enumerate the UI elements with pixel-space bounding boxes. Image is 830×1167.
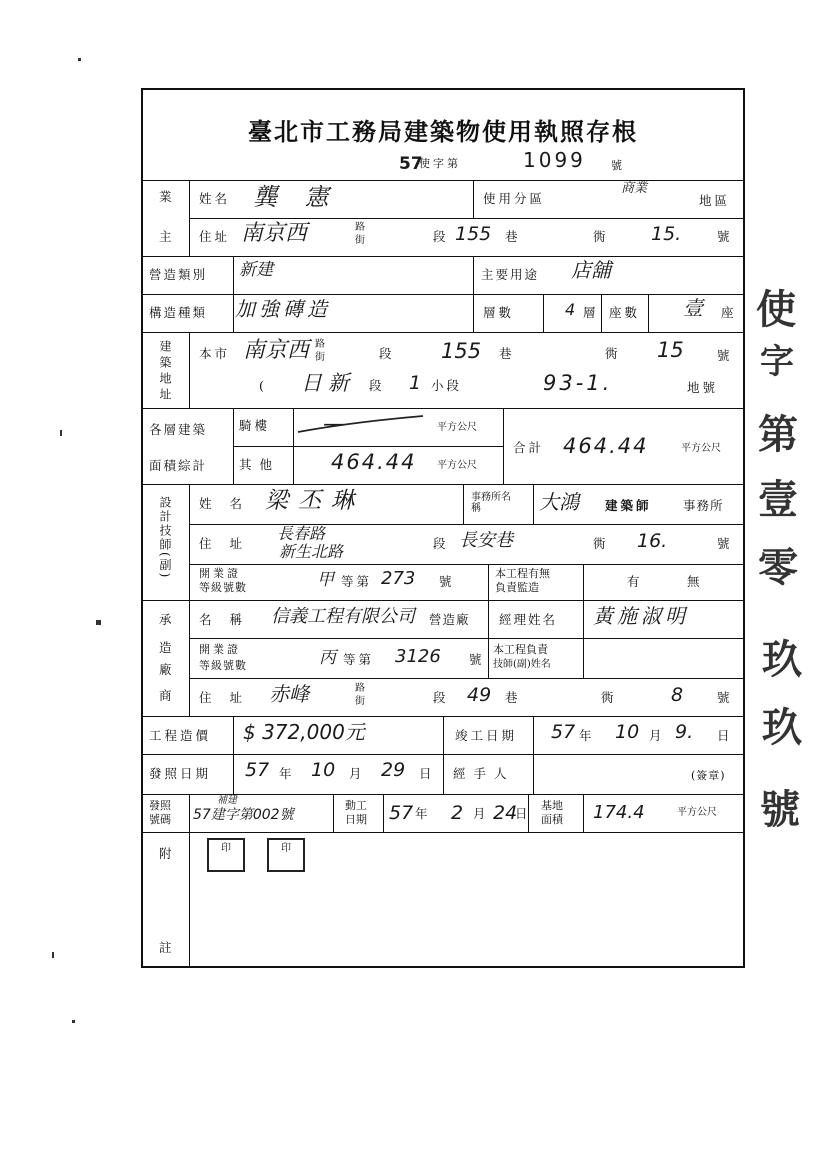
cost-label: 工程造價 [149,728,212,743]
contractor-license-suffix: 號 [469,652,485,667]
bleed-through-4: 壹 [758,477,798,523]
zone-label: 使用分區 [483,191,546,206]
contractor-license-no: 3126 [395,646,441,667]
contractor-addr-label: 住址 [199,690,261,705]
area-label-line1: 各層建築 [149,422,208,437]
site-lot: 93-1. [543,371,613,395]
contractor-no: 8 [671,684,684,706]
rule [463,484,464,524]
designer-name-label: 姓名 [199,496,261,511]
designer-license-label2: 等級號數 [199,581,247,594]
rule [233,716,234,754]
owner-group-label-bottom: 主 [159,229,175,244]
other-label: 其他 [239,457,281,472]
rule [143,832,743,833]
issue-month-label: 月 [349,766,365,781]
base-label1: 基地 [541,799,563,812]
area-label-line2: 面積綜計 [149,458,208,473]
scan-speck [52,952,54,958]
buildings-value: 壹 [683,296,703,320]
start-month: 2 [451,802,464,824]
owner-no: 15. [651,223,682,245]
bleed-through-3: 第 [758,412,798,458]
contractor-addr-road: 赤峰 [269,682,309,706]
designer-addr-value1: 長春路 [277,524,326,543]
owner-road-label: 路 [355,222,365,233]
permit-number: 1099 [523,148,586,172]
contractor-alley-label: 衖 [601,690,617,705]
owner-name-value: 龔 憲 [253,183,339,211]
handler-label: 經手人 [453,766,515,781]
rule [189,218,743,219]
issue-day-label: 日 [419,766,435,781]
form-title: 臺北市工務局建築物使用執照存根 [248,117,638,146]
rule [233,446,503,447]
issue-month: 10 [311,759,336,781]
total-value: 464.44 [563,434,649,458]
rule [648,294,649,332]
rule [233,754,234,794]
rule [473,294,474,332]
main-use-label: 主要用途 [481,267,540,282]
owner-addr-label: 住址 [199,229,231,244]
permit-correction: 補建 [217,795,237,806]
manager-value: 黃施淑明 [593,604,689,628]
permit-form [141,88,745,968]
permit-number-suffix: 號 [611,159,625,172]
rule [189,180,190,256]
site-section2-label: 段 [369,378,385,393]
other-unit: 平方公尺 [437,460,477,471]
designer-addr-value2: 新生北路 [279,542,344,561]
rule [143,180,743,181]
permit-label2: 號碼 [149,813,171,826]
rule [189,794,190,832]
scan-speck [96,620,101,625]
rule [583,564,584,600]
designer-no-label: 號 [717,536,733,551]
start-day: 24 [493,802,518,824]
site-subsection-label: 小段 [431,378,463,393]
bleed-through-1: 使 [756,287,796,333]
buildings-suffix: 座 [721,305,737,320]
start-year: 57 [389,802,414,824]
designer-license-label1: 開業證 [199,567,241,580]
start-label1: 動工 [345,799,367,812]
contractor-group-label-2: 造 [159,640,175,655]
rule [143,332,743,333]
complete-year: 57 [551,721,576,743]
designer-no: 16. [637,530,668,552]
supervise-no: 無 [687,574,703,589]
site-subsection: 1 [409,372,422,394]
base-value: 174.4 [593,802,645,823]
start-day-label: 日 [515,806,531,821]
contractor-no-label: 號 [717,690,733,705]
issue-year: 57 [245,759,270,781]
issue-label: 發照日期 [149,766,212,781]
contractor-lane: 49 [467,684,492,706]
contractor-license-grade: 丙 [319,648,336,668]
designer-license-text: 等第 [341,574,373,589]
contractor-license-label1: 開業證 [199,643,241,656]
rule [583,638,584,678]
contractor-name-label: 名稱 [199,612,261,627]
site-city-label: 本市 [199,346,231,361]
rule [503,408,504,484]
contractor-group-label-1: 承 [159,612,175,627]
issue-year-label: 年 [279,766,295,781]
office-suffix: 建築師 [605,498,652,513]
site-section-label: 段 [379,346,395,361]
rule [189,678,743,679]
arcade-line-drawing [293,414,433,438]
rule [189,832,190,968]
designer-name-value: 梁丕琳 [265,488,364,514]
structure-label: 構造種類 [149,305,208,320]
cost-value: $ 372,000元 [243,720,365,744]
bleed-through-8: 號 [760,787,800,833]
floors-suffix: 層 [583,305,599,320]
owner-no-label: 號 [717,229,733,244]
complete-year-label: 年 [579,728,595,743]
site-lot-label: 地號 [687,380,719,395]
designer-section-label: 段 [433,536,449,551]
contractor-group-label-3: 廠 [159,662,175,677]
base-label2: 面積 [541,813,563,826]
rule [601,294,602,332]
site-lane: 155 [441,339,482,363]
site-alley-label: 衖 [605,346,621,361]
tech-label1: 本工程負責 [493,643,548,656]
construction-type-value: 新建 [239,260,273,280]
site-paren: ( [259,378,267,393]
complete-label: 竣工日期 [455,728,518,743]
construction-type-label: 營造類別 [149,267,208,282]
designer-lane: 長安巷 [459,530,513,551]
rule [383,794,384,832]
issue-day: 29 [381,759,406,781]
rule [583,794,584,832]
permit-year: 57 [399,154,423,174]
designer-license-suffix: 號 [439,574,455,589]
supervise-label1: 本工程有無 [495,567,550,580]
rule [488,600,489,638]
bleed-through-6: 玖 [762,637,802,683]
rule [583,600,584,638]
rule [189,332,190,408]
buildings-label: 座數 [609,305,641,320]
site-label: 建築地址 [158,340,172,404]
rule [473,256,474,294]
owner-alley-label: 衖 [593,229,609,244]
other-value: 464.44 [331,450,417,474]
designer-license-grade: 甲 [317,570,334,590]
scan-speck [78,58,81,61]
rule [189,524,743,525]
total-unit: 平方公尺 [681,443,721,454]
floors-label: 層數 [483,305,515,320]
complete-month-label: 月 [649,728,665,743]
contractor-road-label: 路 [355,683,365,694]
owner-lane: 155 [455,223,492,245]
site-district: 日新 [301,371,355,395]
owner-group-label-top: 業 [159,189,175,204]
bleed-through-2: 字 [760,342,794,382]
permit-label1: 發照 [149,799,171,812]
designer-alley-label: 衖 [593,536,609,551]
stamp-seal: 印 [267,838,305,872]
bleed-through-7: 玖 [762,705,802,751]
rule [488,564,489,600]
rule [189,600,190,716]
contractor-license-text: 等第 [343,652,375,667]
rule [333,794,334,832]
total-label: 合計 [513,440,545,455]
contractor-license-label2: 等級號數 [199,659,247,672]
rule [533,754,534,794]
site-street-label: 街 [315,352,325,363]
owner-street-label: 街 [355,235,365,246]
office-suffix2: 事務所 [683,498,724,513]
complete-day-label: 日 [717,728,733,743]
owner-section-label: 段 [433,229,449,244]
site-lane-label: 巷 [499,346,515,361]
office-value: 大鴻 [539,490,579,514]
contractor-street-label: 街 [355,696,365,707]
arcade-unit: 平方公尺 [437,422,477,433]
contractor-name-suffix: 營造廠 [429,612,470,627]
structure-value: 加強磚造 [235,297,331,321]
contractor-lane-label: 巷 [505,690,521,705]
owner-name-label: 姓名 [199,191,231,206]
sign-label: (簽章) [691,769,726,782]
supervise-yes: 有 [627,574,643,589]
rule [488,638,489,678]
stamp-seal: 印 [207,838,245,872]
scan-speck [72,1020,75,1023]
site-no-label: 號 [717,348,733,363]
site-road-label: 路 [315,339,325,350]
rule [189,564,743,565]
complete-month: 10 [615,721,640,743]
designer-license-no: 273 [381,568,416,589]
site-no: 15 [657,338,684,362]
supervise-label2: 負責監造 [495,581,539,594]
rule [443,716,444,754]
designer-group-label: 設計技師(副) [158,496,172,580]
tech-label2: 技師(副)姓名 [493,659,551,670]
designer-addr-label: 住址 [199,536,261,551]
permit-number-label: 使字第 [419,157,461,170]
remarks-label-bottom: 註 [159,940,175,955]
office-label: 事務所名稱 [471,492,511,514]
rule [473,180,474,218]
rule [143,484,743,485]
arcade-value: — [323,412,345,437]
zone-value: 商業 [621,181,648,196]
zone-suffix: 地區 [699,193,731,208]
site-road: 南京西 [243,338,310,363]
scan-speck [60,430,62,436]
main-use-value: 店舖 [571,258,611,282]
arcade-label: 騎樓 [239,418,271,433]
rule [143,600,743,601]
floors-value: 4 [565,300,576,319]
rule [533,484,534,524]
start-year-label: 年 [415,806,431,821]
contractor-group-label-4: 商 [159,688,175,703]
start-month-label: 月 [473,806,489,821]
base-unit: 平方公尺 [677,807,717,818]
owner-lane-label: 巷 [505,229,521,244]
rule [533,716,534,754]
contractor-section-label: 段 [433,690,449,705]
rule [189,638,743,639]
rule [189,484,190,600]
bleed-through-5: 零 [758,545,798,591]
remarks-label-top: 附 [159,846,175,861]
rule [233,408,234,484]
rule [443,754,444,794]
start-label2: 日期 [345,813,367,826]
complete-day: 9. [675,721,694,743]
rule [233,256,234,332]
rule [543,294,544,332]
contractor-name-value: 信義工程有限公司 [271,606,415,627]
manager-label: 經理姓名 [499,612,558,627]
permit-value: 57建字第002號 [193,807,294,823]
owner-addr-road: 南京西 [241,221,308,246]
